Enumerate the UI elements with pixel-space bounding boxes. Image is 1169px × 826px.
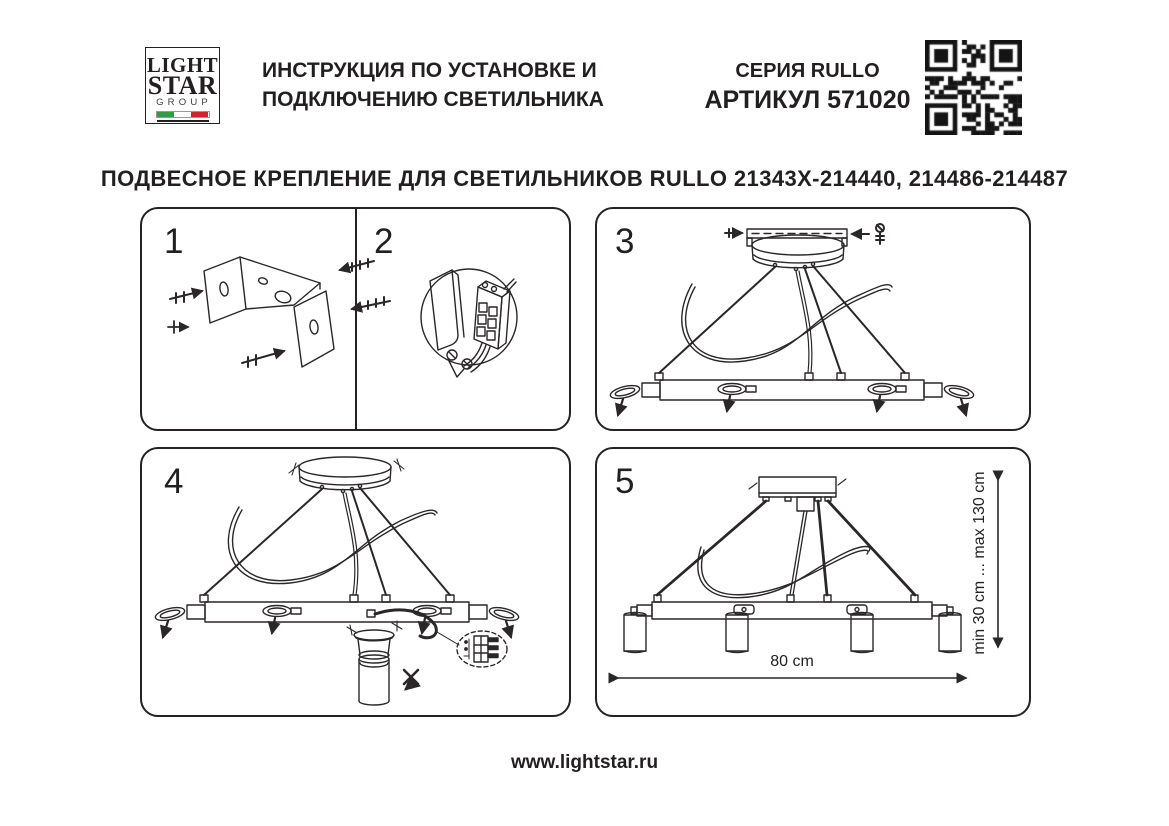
panel-step-3 bbox=[595, 207, 1031, 431]
panel-step-5 bbox=[595, 447, 1031, 717]
subtitle: ПОДВЕСНОЕ КРЕПЛЕНИЕ ДЛЯ СВЕТИЛЬНИКОВ RULLO 21343X-214440, 214486-214487 bbox=[100, 166, 1069, 191]
series-label: СЕРИЯ RULLO bbox=[735, 60, 880, 82]
website-url: www.lightstar.ru bbox=[510, 752, 659, 773]
wiring-detail-drawing bbox=[421, 269, 517, 377]
step-3-diagram bbox=[597, 209, 1029, 429]
logo-text-group: GROUP bbox=[156, 97, 212, 108]
step-5-diagram bbox=[597, 449, 1029, 715]
lightstar-logo bbox=[145, 47, 220, 124]
step-2-number: 2 bbox=[374, 222, 394, 261]
bracket-drawing bbox=[168, 257, 390, 367]
product-info bbox=[690, 58, 925, 116]
panel-step-1-2 bbox=[140, 207, 571, 431]
width-dimension-label: 80 cm bbox=[770, 653, 814, 670]
logo-rule bbox=[157, 120, 209, 122]
step-1-2-diagram bbox=[142, 209, 569, 429]
qr-code-icon bbox=[925, 40, 1022, 135]
italian-flag-icon bbox=[156, 111, 210, 118]
title-line-2: ПОДКЛЮЧЕНИЮ СВЕТИЛЬНИКА bbox=[262, 88, 604, 111]
height-dimension-label: min 30 cm ... max 130 cm bbox=[971, 471, 988, 655]
step-4-number: 4 bbox=[164, 462, 184, 501]
page-title bbox=[262, 56, 604, 114]
article-label: АРТИКУЛ 571020 bbox=[704, 86, 911, 114]
terminal-callout bbox=[457, 631, 507, 667]
lamp-shade-drawing bbox=[347, 610, 459, 705]
panel-step-4 bbox=[140, 447, 571, 717]
logo-text-light: LIGHT bbox=[146, 53, 219, 77]
step-1-number: 1 bbox=[164, 222, 184, 261]
step-3-number: 3 bbox=[615, 222, 635, 261]
step-5-number: 5 bbox=[615, 462, 635, 501]
logo-text-star: STAR bbox=[147, 71, 218, 100]
screw-icon bbox=[168, 321, 188, 333]
step-4-diagram bbox=[142, 449, 569, 715]
title-line-1: ИНСТРУКЦИЯ ПО УСТАНОВКЕ И bbox=[262, 59, 597, 82]
